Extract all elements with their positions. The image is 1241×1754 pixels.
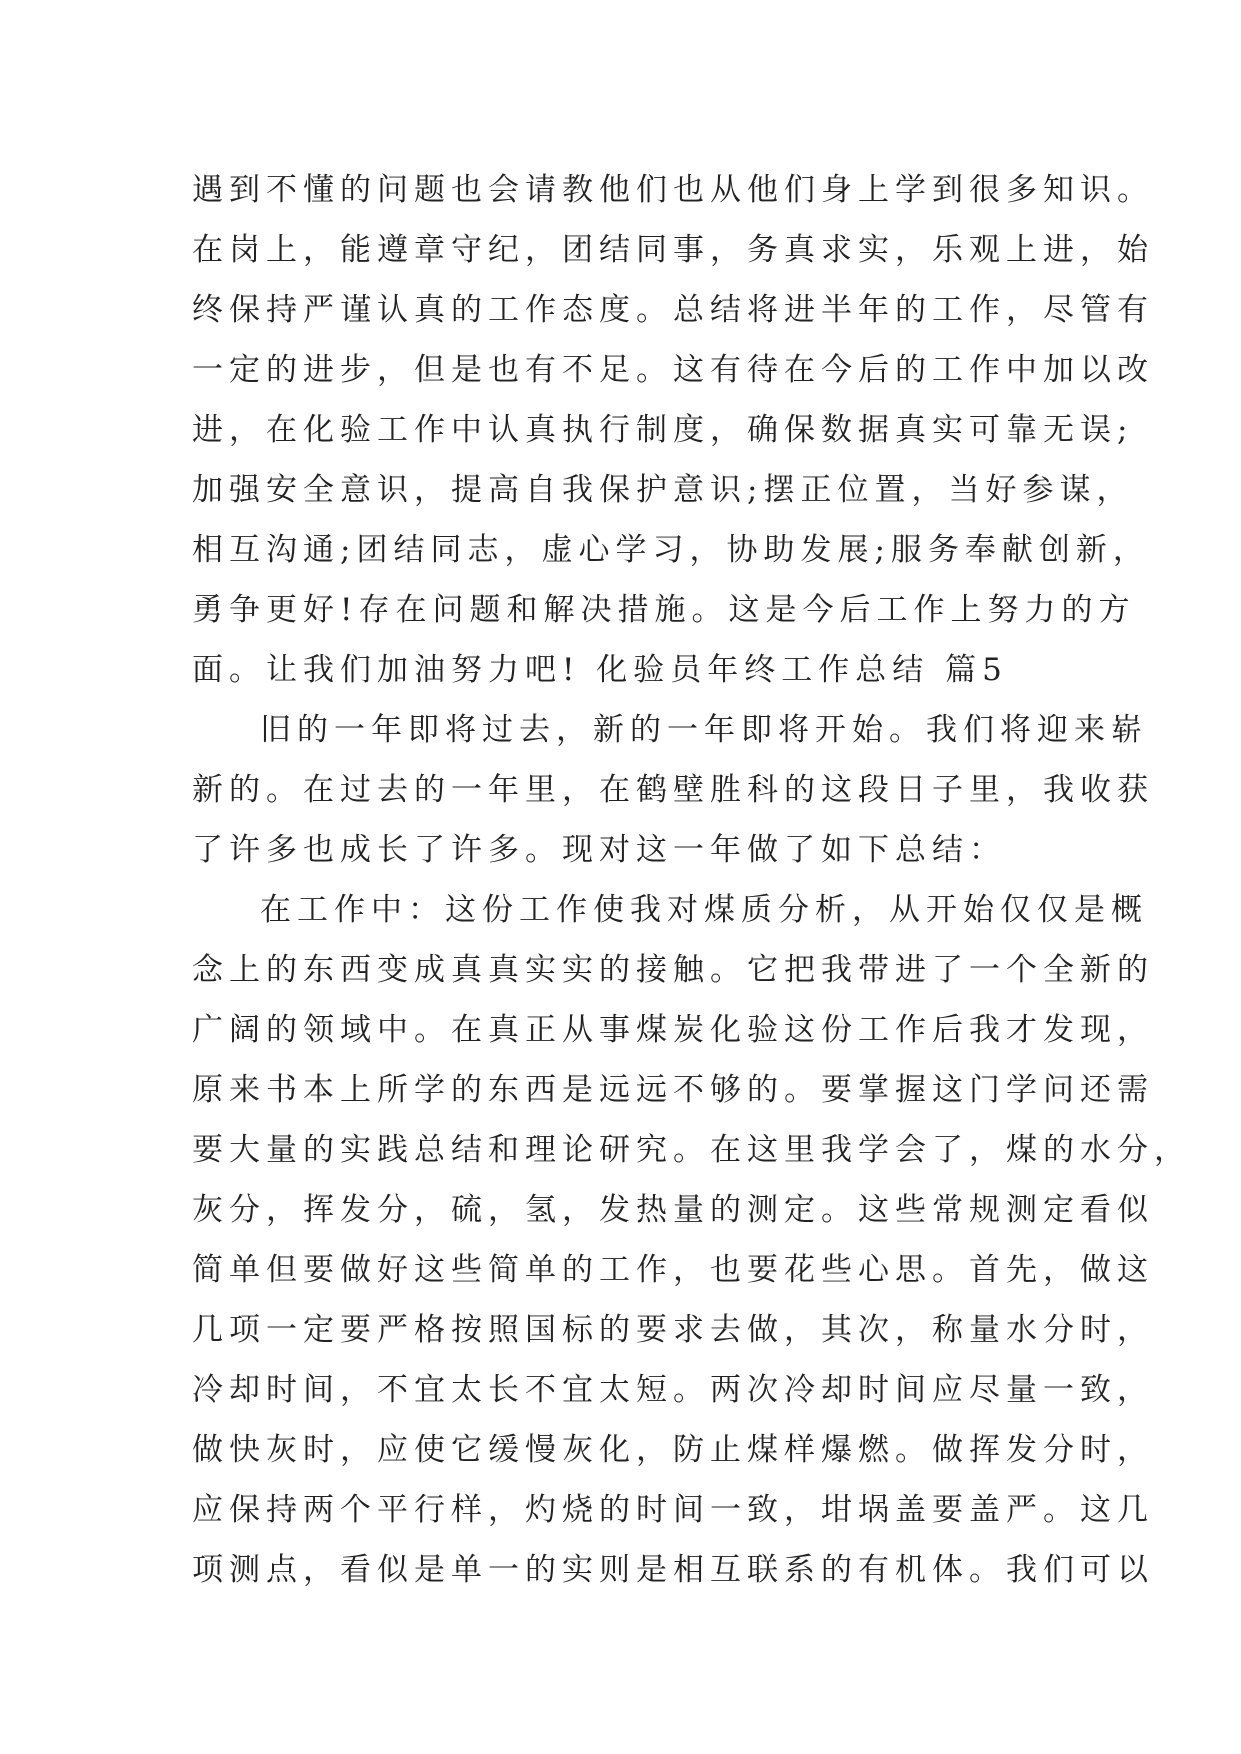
text-line: 加强安全意识，提高自我保护意识;摆正位置，当好参谋， xyxy=(192,472,1134,508)
text-line: 相互沟通;团结同志，虚心学习，协助发展;服务奉献创新， xyxy=(192,532,1150,568)
text-line: 做快灰时，应使它缓慢灰化，防止煤样爆燃。做挥发分时， xyxy=(192,1432,1154,1468)
text-line: 灰分，挥发分，硫，氢，发热量的测定。这些常规测定看似 xyxy=(192,1192,1154,1228)
text-line: 一定的进步，但是也有不足。这有待在今后的工作中加以改 xyxy=(192,352,1154,388)
text-line: 念上的东西变成真真实实的接触。它把我带进了一个全新的 xyxy=(192,952,1154,988)
text-line: 项测点，看似是单一的实则是相互联系的有机体。我们可以 xyxy=(192,1552,1154,1588)
text-line: 原来书本上所学的东西是远远不够的。要掌握这门学问还需 xyxy=(192,1072,1154,1108)
text-line: 遇到不懂的问题也会请教他们也从他们身上学到很多知识。 xyxy=(192,172,1154,208)
text-line: 要大量的实践总结和理论研究。在这里我学会了，煤的水分， xyxy=(192,1132,1191,1168)
text-line: 在工作中：这份工作使我对煤质分析，从开始仅仅是概 xyxy=(260,892,1148,928)
text-line: 冷却时间，不宜太长不宜太短。两次冷却时间应尽量一致， xyxy=(192,1372,1154,1408)
text-line: 应保持两个平行样，灼烧的时间一致，坩埚盖要盖严。这几 xyxy=(192,1492,1154,1528)
text-line: 旧的一年即将过去，新的一年即将开始。我们将迎来崭 xyxy=(260,712,1148,748)
document-body xyxy=(192,160,1191,1600)
text-line: 面。让我们加油努力吧! 化验员年终工作总结 篇5 xyxy=(192,652,1008,688)
text-line: 勇争更好!存在问题和解决措施。这是今后工作上努力的方 xyxy=(192,592,1136,628)
text-line: 在岗上，能遵章守纪，团结同事，务真求实，乐观上进，始 xyxy=(192,232,1154,268)
text-line: 进，在化验工作中认真执行制度，确保数据真实可靠无误; xyxy=(192,412,1134,448)
text-line: 了许多也成长了许多。现对这一年做了如下总结： xyxy=(192,832,1006,868)
text-line: 广阔的领域中。在真正从事煤炭化验这份工作后我才发现， xyxy=(192,1012,1154,1048)
text-line: 几项一定要严格按照国标的要求去做，其次，称量水分时， xyxy=(192,1312,1154,1348)
text-line: 简单但要做好这些简单的工作，也要花些心思。首先，做这 xyxy=(192,1252,1154,1288)
text-line: 新的。在过去的一年里，在鹤壁胜科的这段日子里，我收获 xyxy=(192,772,1154,808)
text-line: 终保持严谨认真的工作态度。总结将进半年的工作，尽管有 xyxy=(192,292,1154,328)
